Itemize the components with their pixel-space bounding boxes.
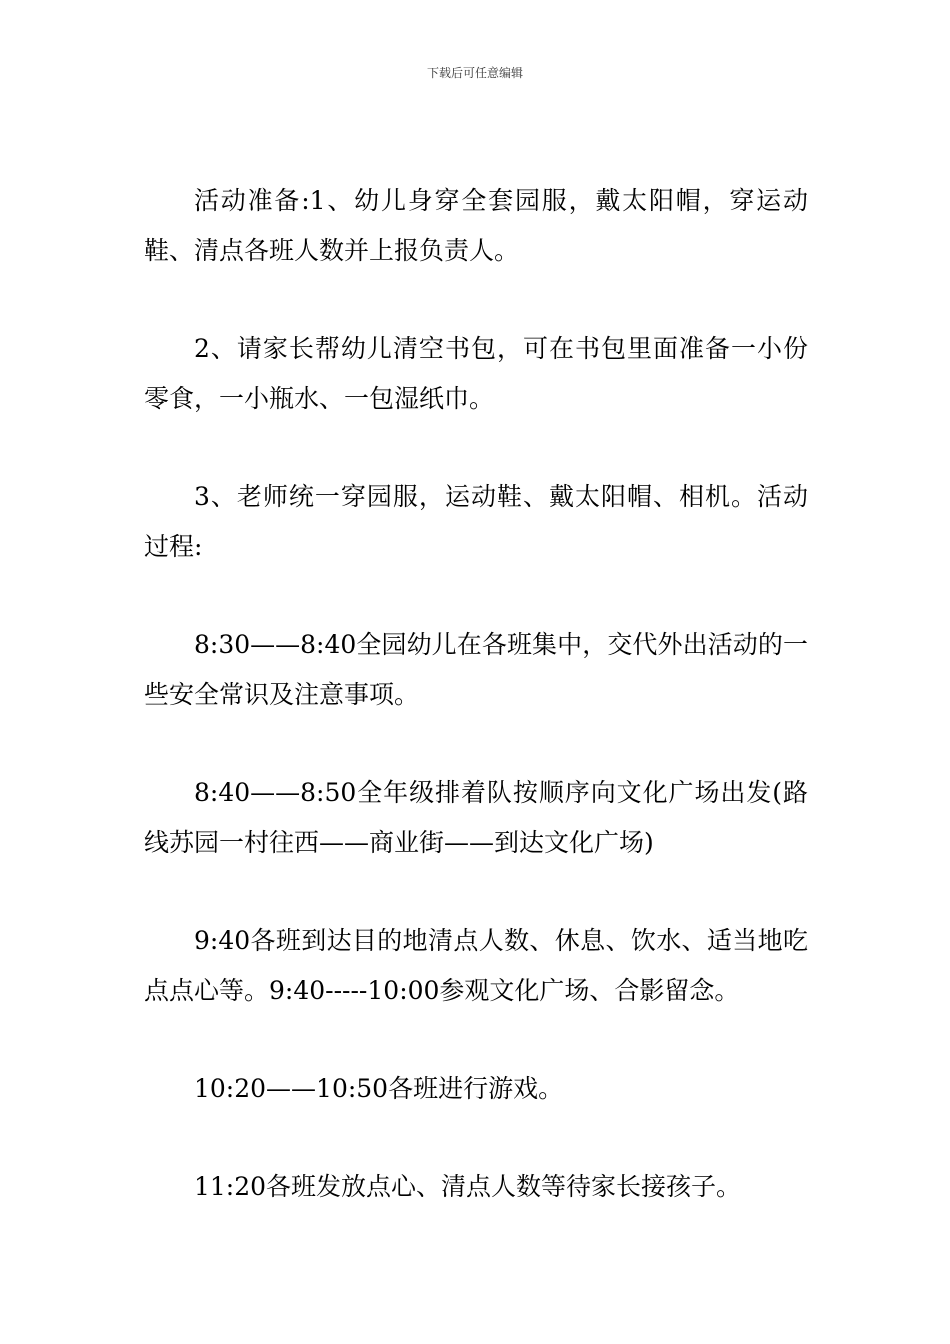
paragraph-schedule-0940: 9:40各班到达目的地清点人数、休息、饮水、适当地吃点点心等。9:40-----10:00参观文化广场、合影留念。 — [144, 926, 808, 1005]
paragraph-activity-preparation-3: 3、老师统一穿园服，运动鞋、戴太阳帽、相机。活动过程: — [144, 482, 808, 561]
paragraph-schedule-1120: 11:20各班发放点心、清点人数等待家长接孩子。 — [194, 1172, 742, 1201]
paragraph-schedule-1020: 10:20——10:50各班进行游戏。 — [194, 1074, 564, 1103]
paragraph-activity-preparation-1: 活动准备:1、幼儿身穿全套园服，戴太阳帽，穿运动鞋、清点各班人数并上报负责人。 — [144, 186, 808, 265]
document-body — [144, 176, 808, 1212]
paragraph-schedule-0830: 8:30——8:40全园幼儿在各班集中，交代外出活动的一些安全常识及注意事项。 — [144, 630, 808, 709]
paragraph-schedule-0840: 8:40——8:50全年级排着队按顺序向文化广场出发(路线苏园一村往西——商业街——到达文化广场) — [144, 778, 808, 857]
paragraph-activity-preparation-2: 2、请家长帮幼儿清空书包，可在书包里面准备一小份零食，一小瓶水、一包湿纸巾。 — [144, 334, 808, 413]
page-header-note: 下载后可任意编辑 — [426, 66, 523, 80]
